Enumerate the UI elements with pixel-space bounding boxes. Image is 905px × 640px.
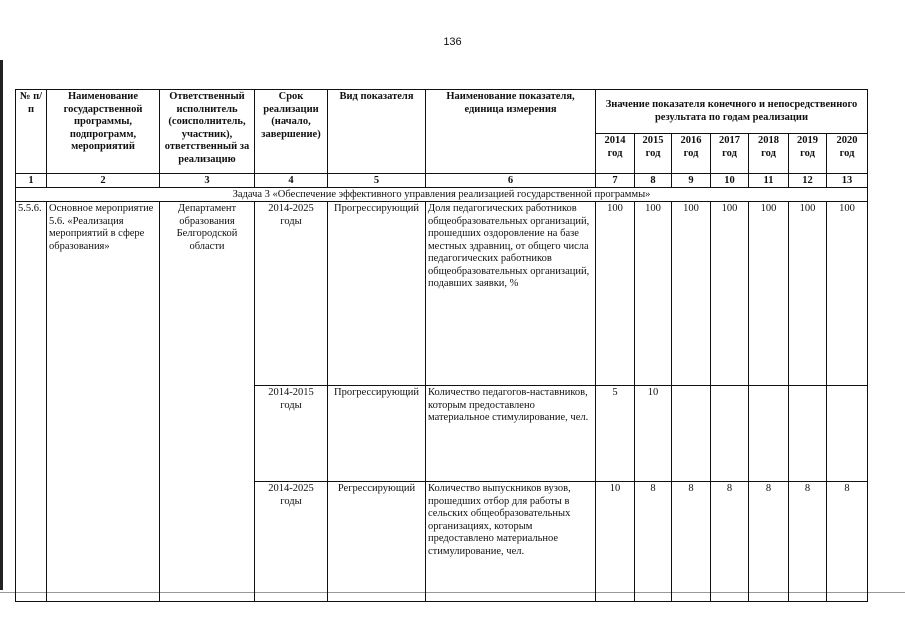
indicators-table bbox=[15, 89, 868, 602]
indicator-type: Прогрессирующий bbox=[328, 202, 426, 386]
measure-name: Основное мероприятие 5.6. «Реализация мероприятий в сфере образования» bbox=[47, 202, 160, 602]
value-2017 bbox=[711, 386, 749, 482]
indicator-type: Регрессирующий bbox=[328, 482, 426, 602]
indicator-period: 2014-2025 годы bbox=[255, 202, 328, 386]
indicator-row bbox=[16, 202, 868, 386]
value-2017: 8 bbox=[711, 482, 749, 602]
value-2014: 10 bbox=[596, 482, 635, 602]
column-number: 7 bbox=[596, 174, 635, 188]
column-numbers-row bbox=[16, 174, 868, 188]
value-2015: 8 bbox=[635, 482, 672, 602]
year-2015: 2015 год bbox=[635, 134, 672, 174]
value-2020 bbox=[827, 386, 868, 482]
task-title: Задача 3 «Обеспечение эффективного управления реализацией государственной программы» bbox=[16, 188, 868, 202]
value-2015: 10 bbox=[635, 386, 672, 482]
column-number: 13 bbox=[827, 174, 868, 188]
indicator-period: 2014-2025 годы bbox=[255, 482, 328, 602]
header-indicator-type: Вид показателя bbox=[328, 90, 426, 174]
column-number: 8 bbox=[635, 174, 672, 188]
scan-edge bbox=[0, 60, 3, 590]
header-program-name: Наименование государственной программы, подпрограмм, мероприятий bbox=[47, 90, 160, 174]
value-2016: 8 bbox=[672, 482, 711, 602]
value-2020: 8 bbox=[827, 482, 868, 602]
column-number: 12 bbox=[789, 174, 827, 188]
indicator-period: 2014-2015 годы bbox=[255, 386, 328, 482]
page-number: 136 bbox=[443, 36, 462, 48]
indicator-name: Количество выпускников вузов, прошедших отбор для работы в сельских общеобразовательных организациях, которым предоставлено материальное стимулирование, чел. bbox=[426, 482, 596, 602]
year-2016: 2016 год bbox=[672, 134, 711, 174]
year-2017: 2017 год bbox=[711, 134, 749, 174]
column-number: 5 bbox=[328, 174, 426, 188]
column-number: 3 bbox=[160, 174, 255, 188]
indicator-type: Прогрессирующий bbox=[328, 386, 426, 482]
header-period: Срок реализации (начало, завершение) bbox=[255, 90, 328, 174]
task-row bbox=[16, 188, 868, 202]
value-2017: 100 bbox=[711, 202, 749, 386]
header-number: № п/п bbox=[16, 90, 47, 174]
measure-number: 5.5.6. bbox=[16, 202, 47, 602]
value-2020: 100 bbox=[827, 202, 868, 386]
value-2018: 8 bbox=[749, 482, 789, 602]
header-row bbox=[16, 90, 868, 134]
value-2018: 100 bbox=[749, 202, 789, 386]
column-number: 4 bbox=[255, 174, 328, 188]
value-2014: 5 bbox=[596, 386, 635, 482]
value-2016 bbox=[672, 386, 711, 482]
column-number: 10 bbox=[711, 174, 749, 188]
header-indicator-name: Наименование показателя, единица измерения bbox=[426, 90, 596, 174]
year-2014: 2014 год bbox=[596, 134, 635, 174]
column-number: 1 bbox=[16, 174, 47, 188]
year-2019: 2019 год bbox=[789, 134, 827, 174]
indicator-name: Количество педагогов-наставников, которым предоставлено материальное стимулирование, чел. bbox=[426, 386, 596, 482]
indicator-name: Доля педагогических работников общеобразовательных организаций, прошедших оздоровление на базе местных здравниц, от общего числа педагогических работников общеобразовательных организаций, подавших заявки, % bbox=[426, 202, 596, 386]
value-2015: 100 bbox=[635, 202, 672, 386]
column-number: 9 bbox=[672, 174, 711, 188]
value-2019: 100 bbox=[789, 202, 827, 386]
column-number: 6 bbox=[426, 174, 596, 188]
column-number: 2 bbox=[47, 174, 160, 188]
value-2018 bbox=[749, 386, 789, 482]
year-2018: 2018 год bbox=[749, 134, 789, 174]
column-number: 11 bbox=[749, 174, 789, 188]
header-values: Значение показателя конечного и непосредственного результата по годам реализации bbox=[596, 90, 868, 134]
value-2019 bbox=[789, 386, 827, 482]
value-2014: 100 bbox=[596, 202, 635, 386]
measure-executor: Департамент образования Белгородской области bbox=[160, 202, 255, 602]
header-executor: Ответственный исполнитель (соисполнитель, участник), ответственный за реализацию bbox=[160, 90, 255, 174]
value-2016: 100 bbox=[672, 202, 711, 386]
value-2019: 8 bbox=[789, 482, 827, 602]
year-2020: 2020 год bbox=[827, 134, 868, 174]
